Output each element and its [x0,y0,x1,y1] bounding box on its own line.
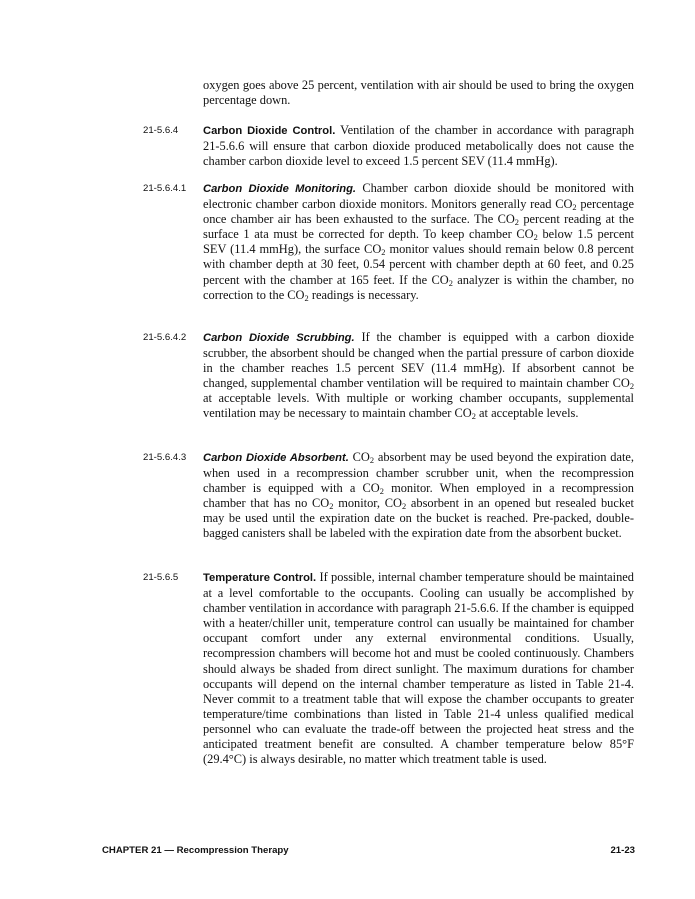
section-heading: Temperature Control. [203,572,317,584]
section-number: 21-5.6.4.1 [143,183,187,194]
section-heading: Carbon Dioxide Monitoring. [203,183,357,195]
section-heading: Carbon Dioxide Control. [203,125,336,137]
section-carbon-dioxide-monitoring: Carbon Dioxide Monitoring. Chamber carbon dioxide should be monitored with electronic chamber carbon dioxide monitors. Monitors generally read $CO_2$ percentage once chamber air has been exhausted to the surface. The $CO_2$ percent reading at the surface 1 ata must be corrected for depth. To keep chamber $CO_2$ below 1.5 percent SEV (11.4 mmHg), the surface $CO_2$ monitor values should remain below 0.8 percent with chamber depth at 30 feet, 0.54 percent with chamber depth at 60 feet, and 0.25 percent with the chamber at 165 feet. If the $CO_2$ analyzer is within the chamber, no correction to the $CO_2$ readings is necessary. [203,181,634,303]
footer-chapter-title: CHAPTER 21 — Recompression Therapy [102,845,289,856]
section-number: 21-5.6.4.3 [143,452,187,463]
section-temperature-control [203,570,634,767]
section-carbon-dioxide-control [203,123,634,169]
section-heading: Carbon Dioxide Absorbent. [203,452,349,464]
section-carbon-dioxide-scrubbing: Carbon Dioxide Scrubbing. If the chamber is equipped with a carbon dioxide scrubber, the absorbent should be changed when the partial pressure of carbon dioxide in the chamber reaches 1.5 percent SEV (11.4 mmHg). If absorbent cannot be changed, supplemental chamber ventilation will be required to maintain chamber $CO_2$ at acceptable levels. With multiple or working chamber occupants, supplemental ventilation may be necessary to maintain chamber $CO_2$ at acceptable levels. [203,330,634,422]
continuation-paragraph: oxygen goes above 25 percent, ventilation with air should be used to bring the oxygen percentage down. [203,78,634,108]
section-carbon-dioxide-absorbent: Carbon Dioxide Absorbent. $CO_2$ absorbent may be used beyond the expiration date, when used in a recompression chamber scrubber unit, when the recompression chamber is equipped with a $CO_2$ monitor. When employed in a recompression chamber that has no $CO_2$ monitor, $CO_2$ absorbent in an opened but resealed bucket may be used until the expiration date on the bucket is reached. Pre-packed, double-bagged canisters shall be labeled with the expiration date from the absorbent bucket. [203,450,634,541]
section-body: Ventilation of the chamber in accordance with paragraph 21-5.6.6 will ensure that carbon dioxide produced metabolically does not cause the chamber carbon dioxide level to exceed 1.5 percent SEV (11.4 mmHg). [203,123,635,169]
section-heading: Carbon Dioxide Scrubbing. [203,332,355,344]
section-number: 21-5.6.5 [143,572,179,583]
footer-page-number: 21-23 [610,845,635,856]
section-number: 21-5.6.4 [143,125,179,136]
section-number: 21-5.6.4.2 [143,332,187,343]
section-body: If possible, internal chamber temperature should be maintained at a level comfortable to the occupants. Cooling can usually be accomplished by chamber ventilation in accordance with paragraph 21-5.6.6. If the chamber is equipped with a heater/chiller unit, temperature control can usually be maintained for chamber occupant comfort under any external environmental conditions. Usually, recompression chambers will become hot and must be cooled continuously. Chambers should always be shaded from direct sunlight. The maximum durations for chamber occupants will depend on the internal chamber temperature as listed in Table 21-4. Never commit to a treatment table that will expose the chamber occupants to greater temperature/time combinations than listed in Table 21-4 unless qualified medical personnel who can evaluate the trade-off between the projected heat stress and the anticipated treatment benefit are consulted. A chamber temperature below 85°F (29.4°C) is always desirable, no matter which treatment table is used. [203,570,634,767]
